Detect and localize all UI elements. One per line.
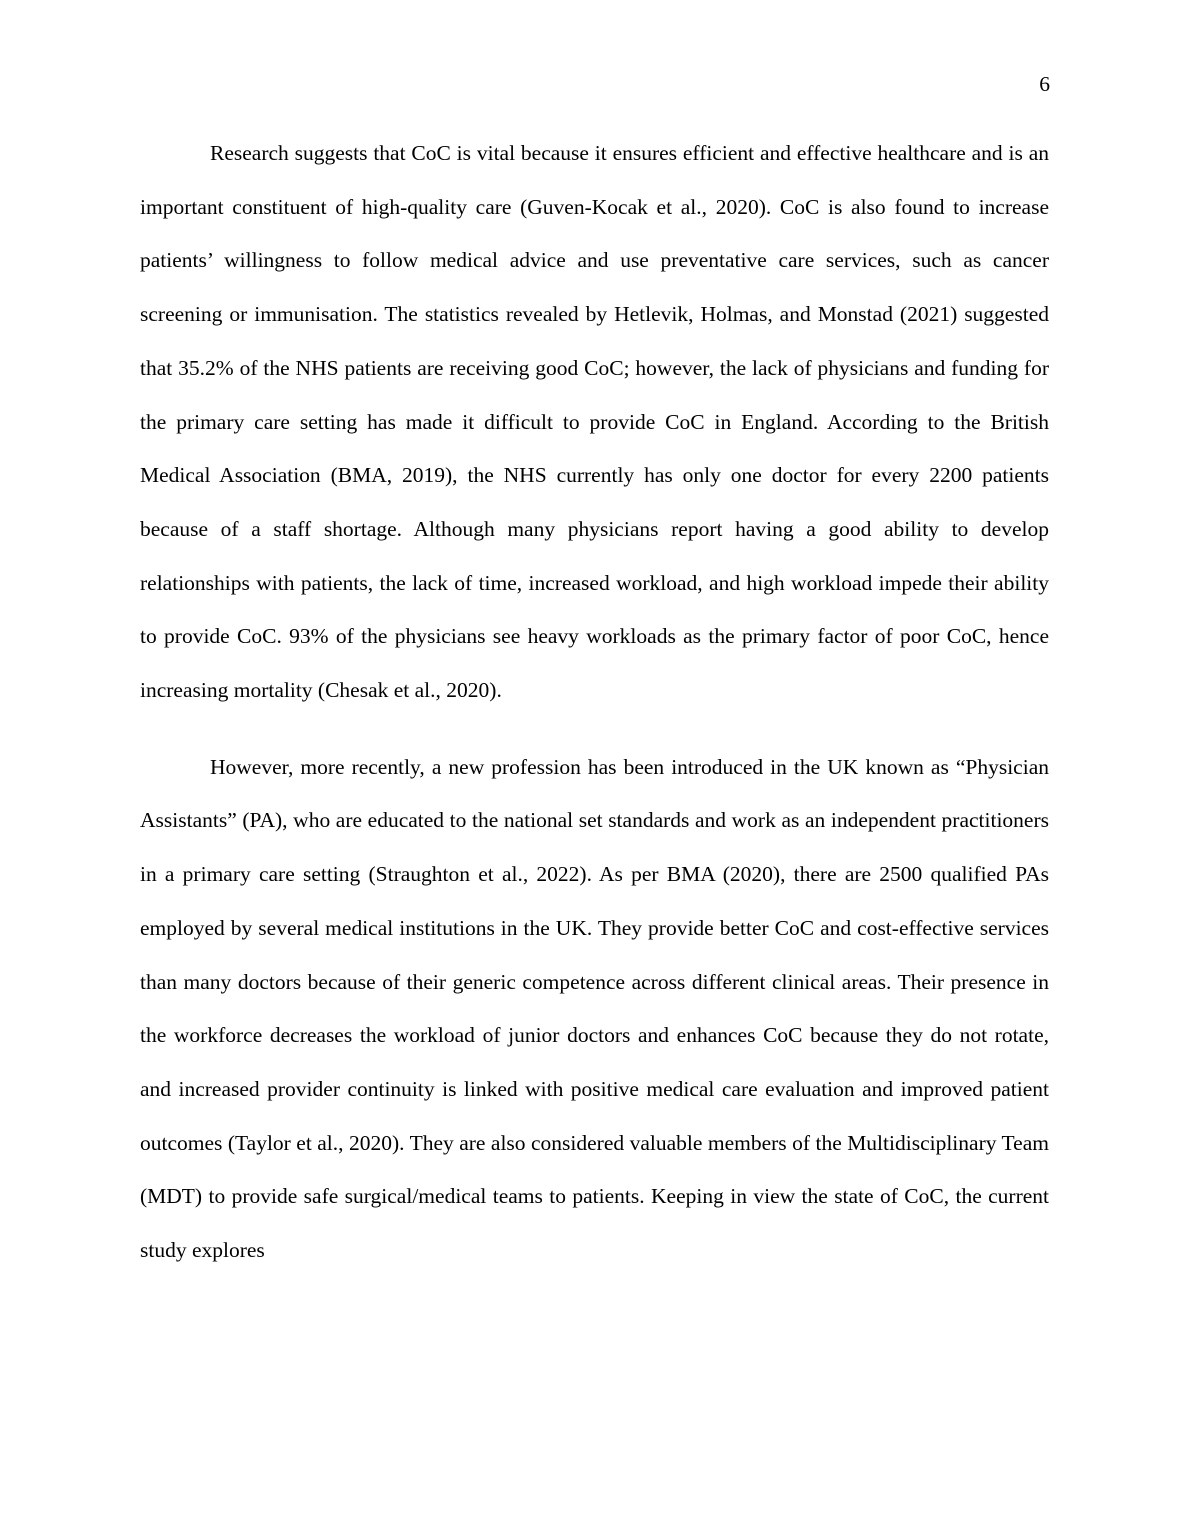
paragraph-continuity-of-care: Research suggests that CoC is vital because it ensures efficient and effective healthcare and is an important constituent of high-quality care (Guven-Kocak et al., 2020). CoC is also found to increase patients’ willingness to follow medical advice and use preventative care services, such as cancer screening or immunisation. The statistics revealed by Hetlevik, Holmas, and Monstad (2021) suggested that 35.2% of the NHS patients are receiving good CoC; however, the lack of physicians and funding for the primary care setting has made it difficult to provide CoC in England. According to the British Medical Association (BMA, 2019), the NHS currently has only one doctor for every 2200 patients because of a staff shortage. Although many physicians report having a good ability to develop relationships with patients, the lack of time, increased workload, and high workload impede their ability to provide CoC. 93% of the physicians see heavy workloads as the primary factor of poor CoC, hence increasing mortality (Chesak et al., 2020). (140, 141, 1049, 703)
paragraph-physician-assistants: However, more recently, a new profession has been introduced in the UK known as “Physician Assistants” (PA), who are educated to the national set standards and work as an independent practitioners in a primary care setting (Straughton et al., 2022). As per BMA (2020), there are 2500 qualified PAs employed by several medical institutions in the UK. They provide better CoC and cost-effective services than many doctors because of their generic competence across different clinical areas. Their presence in the workforce decreases the workload of junior doctors and enhances CoC because they do not rotate, and increased provider continuity is linked with positive medical care evaluation and improved patient outcomes (Taylor et al., 2020). They are also considered valuable members of the Multidisciplinary Team (MDT) to provide safe surgical/medical teams to patients. Keeping in view the state of CoC, the current study explores (140, 754, 1049, 1263)
page-number: 6 (1039, 72, 1050, 96)
document-body (140, 127, 1049, 1278)
